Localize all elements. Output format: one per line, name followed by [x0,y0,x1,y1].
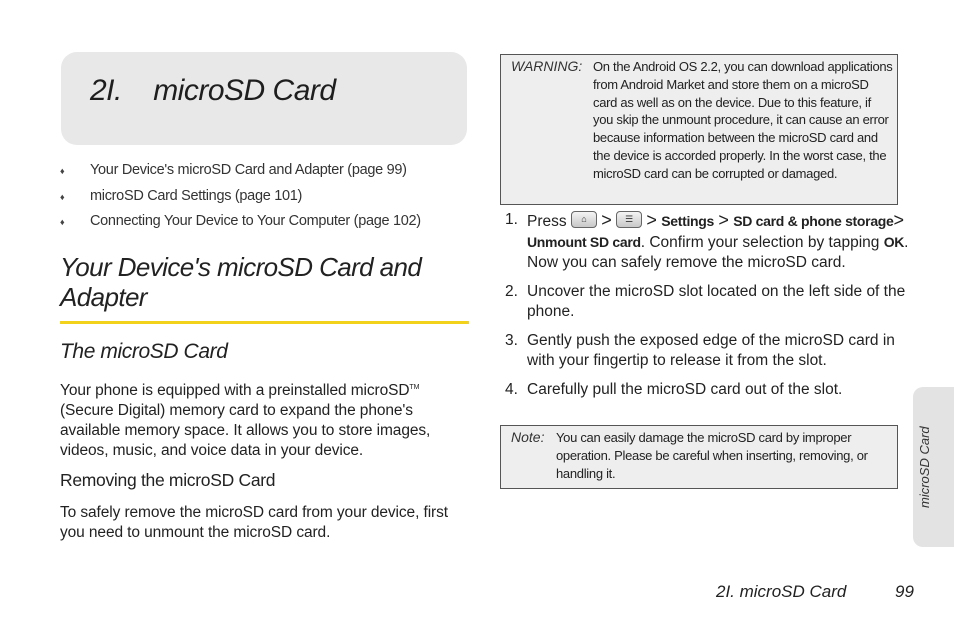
step-press-text: Press [527,213,571,230]
chapter-title: 2I. microSD Card [90,74,336,107]
arrow-separator: > [646,210,657,230]
chapter-side-tab[interactable] [913,387,954,547]
toc-item-text: microSD Card Settings (page 101) [90,187,303,204]
warning-label: WARNING: [511,58,583,74]
menu-key-icon: ☰ [616,211,642,228]
step-number: 4. [505,381,518,398]
warning-text: On the Android OS 2.2, you can download applications from Android Market and store them on a microSD card as well as on the device. Due to this feature, if you skip the unmount procedure, it can cause an error because information between the microSD card and the device is accorded properly. In the worst case, the microSD card can be corrupted or damaged. [593,59,893,181]
unmount-sd-card-label: Unmount SD card [527,234,641,250]
home-key-icon: ⌂ [571,211,597,228]
step-number: 3. [505,332,518,349]
intro-text-a: Your phone is equipped with a preinstalled microSD [60,382,410,400]
toc-item-text: Your Device's microSD Card and Adapter (page 99) [90,162,407,178]
footer-chapter-title: 2I. microSD Card [716,582,847,601]
note-label: Note: [511,429,545,445]
step-text: Uncover the microSD slot located on the left side of the phone. [527,283,906,320]
diamond-bullet-icon: ♦ [60,166,65,176]
toc-item[interactable] [60,162,480,188]
side-tab-label: microSD Card [917,426,932,508]
step-text [527,210,910,273]
step-text: Gently push the exposed edge of the microSD card in with your fingertip to release it from the slot. [527,332,895,369]
step-rest-text: . Now you can safely remove the microSD card. [527,234,909,271]
sd-card-phone-storage-label: SD card & phone storage [733,213,894,229]
page-number: 99 [895,582,914,601]
intro-paragraph [60,378,472,461]
diamond-bullet-icon: ♦ [60,191,65,202]
step-confirm-text: . Confirm your selection by tapping [640,234,884,251]
section-divider [60,321,469,324]
toc-item[interactable] [60,213,480,239]
subsection-title: The microSD Card [60,340,228,363]
settings-menu-label: Settings [661,213,715,229]
arrow-separator: > [718,210,729,230]
step-item [505,380,910,400]
note-text: You can easily damage the microSD card by improper operation. Please be careful when inserting, removing, or handling it. [556,430,868,481]
removing-paragraph: To safely remove the microSD card from your device, first you need to unmount the microSD card. [60,504,448,541]
chapter-toc [60,162,480,239]
toc-item[interactable] [60,188,480,214]
warning-box [500,54,898,205]
section-title: Your Device's microSD Card and Adapter [60,252,422,312]
step-item [505,210,910,273]
step-item [505,282,910,322]
diamond-bullet-icon: ♦ [60,217,65,227]
removal-steps [505,210,910,409]
step-item [505,331,910,371]
intro-text-b: (Secure Digital) memory card to expand the phone's available memory space. It allows you to store images, videos, music, and voice data in your device. [60,402,431,460]
step-number: 2. [505,283,518,300]
step-number: 1. [505,211,518,228]
trademark-mark: TM [409,384,420,391]
step-text: Carefully pull the microSD card out of the slot. [527,381,843,398]
removing-heading: Removing the microSD Card [60,470,276,490]
arrow-separator: > [601,210,612,230]
arrow-separator: > [893,210,905,230]
note-box [500,425,898,489]
toc-item-text: Connecting Your Device to Your Computer (page 102) [90,213,421,229]
ok-label: OK [883,234,905,250]
